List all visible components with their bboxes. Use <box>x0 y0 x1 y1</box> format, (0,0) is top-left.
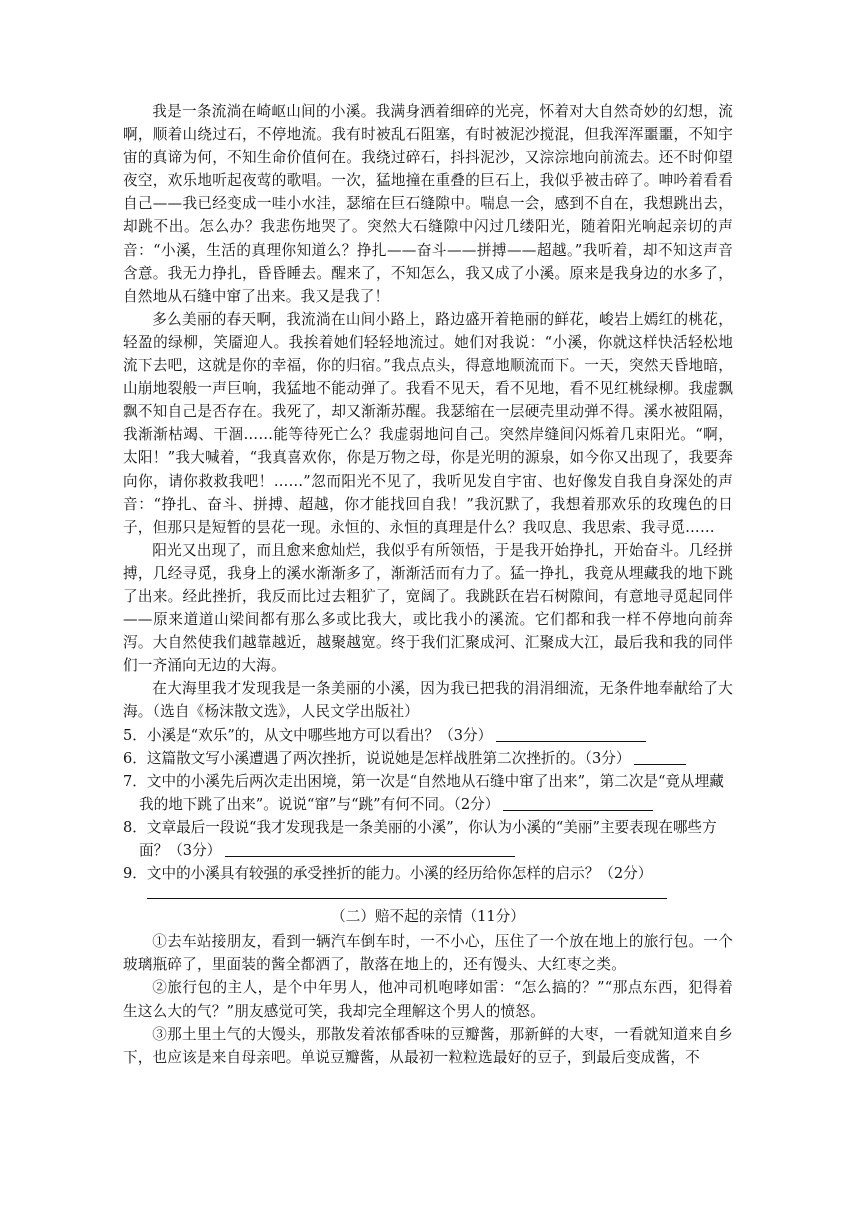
paragraph: 我是一条流淌在崎岖山间的小溪。我满身洒着细碎的光亮，怀着对大自然奇妙的幻想，流啊，顺着山绕过石，不停地流。我有时被乱石阻塞，有时被泥沙搅混，但我浑浑噩噩，不知宇宙的真谛为何，不知生命价值何在。我绕过碎石，抖抖泥沙，又淙淙地向前流去。还不时仰望夜空，欢乐地听起夜莺的歌唱。一次，猛地撞在重叠的巨石上，我似乎被击碎了。呻吟着看看自己——我已经变成一哇小水洼，瑟缩在巨石缝隙中。喘息一会，感到不自在，我想跳出去，却跳不出。怎么办？我悲伤地哭了。突然大石缝隙中闪过几缕阳光，随着阳光响起亲切的声音：“小溪，生活的真理你知道么？挣扎——奋斗——拼搏——超越。”我听着，却不知这声音含意。我无力挣扎，昏昏睡去。醒来了，不知怎么，我又成了小溪。原来是我身边的水多了，自然地从石缝中窜了出来。我又是我了！ <box>123 103 733 305</box>
question-text: 文章最后一段说“我才发现我是一条美丽的小溪”，你认为小溪的“美丽”主要表现在哪些方面？（3分） <box>139 818 717 859</box>
question-text: 这篇散文写小溪遭遇了两次挫折，说说她是怎样战胜第二次挫折的。（3分） <box>146 749 631 767</box>
answer-blank[interactable] <box>225 842 515 857</box>
exam-page <box>123 100 733 1069</box>
question-9 <box>123 862 733 885</box>
question-8 <box>123 816 733 862</box>
paragraph: 多么美丽的春天啊，我流淌在山间小路上，路边盛开着艳丽的鲜花，峻岩上嫣红的桃花，轻盈的绿柳，笑靥迎人。我挨着她们轻轻地流过。她们对我说：“小溪，你就这样快活轻松地流下去吧，这就是你的幸福，你的归宿。”我点点头，得意地顺流而下。一天，突然天昏地暗，山崩地裂般一声巨响，我猛地不能动弹了。我看不见天，看不见地，看不见红桃绿柳。我虚飘飘不知自己是否存在。我死了，却又渐渐苏醒。我瑟缩在一层硬壳里动弹不得。溪水被阻隔，我渐渐枯竭、干涸……能等待死亡么？我虚弱地问自己。突然岸缝间闪烁着几束阳光。“啊，太阳！”我大喊着，“我真喜欢你，你是万物之母，你是光明的源泉，如今你又出现了，我要奔向你，请你救救我吧！……”忽而阳光不见了，我听见发自宇宙、也好像发自我自身深处的声音：“挣扎、奋斗、拼搏、超越，你才能找回自我！”我沉默了，我想着那欢乐的玫瑰色的日子，但那只是短暂的昙花一现。永恒的、永恒的真理是什么？我叹息、我思索、我寻觅…… <box>123 310 733 536</box>
question-text: 文中的小溪具有较强的承受挫折的能力。小溪的经历给你怎样的启示？（2分） <box>146 865 653 883</box>
question-number: 6． <box>123 749 147 767</box>
paragraph: ②旅行包的主人，是个中年男人，他冲司机咆哮如雷：“怎么搞的？”“那点东西，犯得着生这么大的气？”朋友感觉可笑，我却完全理解这个男人的愤怒。 <box>123 979 733 1020</box>
answer-blank[interactable] <box>496 727 646 742</box>
paragraph: ①去车站接朋友，看到一辆汽车倒车时，一不小心，压住了一个放在地上的旅行包。一个玻璃瓶碎了，里面装的酱全都洒了，散落在地上的，还有馒头、大红枣之类。 <box>123 933 733 974</box>
question-5 <box>123 724 733 747</box>
passage-1 <box>123 100 733 724</box>
paragraph: ③那土里土气的大馒头，那散发着浓郁香味的豆瓣酱，那新鲜的大枣，一看就知道来自乡下，也应该是来自母亲吧。单说豆瓣酱，从最初一粒粒选最好的豆子，到最后变成酱，不 <box>123 1025 733 1066</box>
question-7 <box>123 770 733 816</box>
answer-blank[interactable] <box>503 796 653 811</box>
question-number: 8． <box>123 818 147 836</box>
question-text: 小溪是“欢乐”的，从文中哪些地方可以看出？（3分） <box>146 726 493 744</box>
answer-blank[interactable] <box>634 750 686 765</box>
question-6 <box>123 747 733 770</box>
passage-2 <box>123 905 733 1069</box>
question-text: 文中的小溪先后两次走出困境，第一次是“自然地从石缝中窜了出来”，第二次是“竟从埋藏我的地下跳了出来”。说说“窜”与“跳”有何不同。（2分） <box>139 772 724 813</box>
paragraph: 阳光又出现了，而且愈来愈灿烂，我似乎有所领悟，于是我开始挣扎，开始奋斗。几经拼搏，几经寻觅，我身上的溪水渐渐多了，渐渐活而有力了。猛一挣扎，我竟从埋藏我的地下跳了出来。经此挫折，我反而比过去粗犷了，宽阔了。我跳跃在岩石树隙间，有意地寻觅起同伴——原来道道山梁间都有那么多或比我大，或比我小的溪流。它们都和我一样不停地向前奔泻。大自然使我们越靠越近，越聚越宽。终于我们汇聚成河、汇聚成大江，最后我和我的同伴们一齐涌向无边的大海。 <box>123 541 733 675</box>
question-number: 9． <box>123 865 147 883</box>
question-number: 5． <box>123 726 147 744</box>
question-number: 7． <box>123 772 147 790</box>
section-title: （二）赔不起的亲情（11分） <box>331 908 525 926</box>
answer-line[interactable] <box>147 897 667 899</box>
question-list <box>123 724 733 900</box>
paragraph: 在大海里我才发现我是一条美丽的小溪，因为我已把我的涓涓细流，无条件地奉献给了大海。（选自《杨沫散文选》，人民文学出版社） <box>123 680 733 721</box>
